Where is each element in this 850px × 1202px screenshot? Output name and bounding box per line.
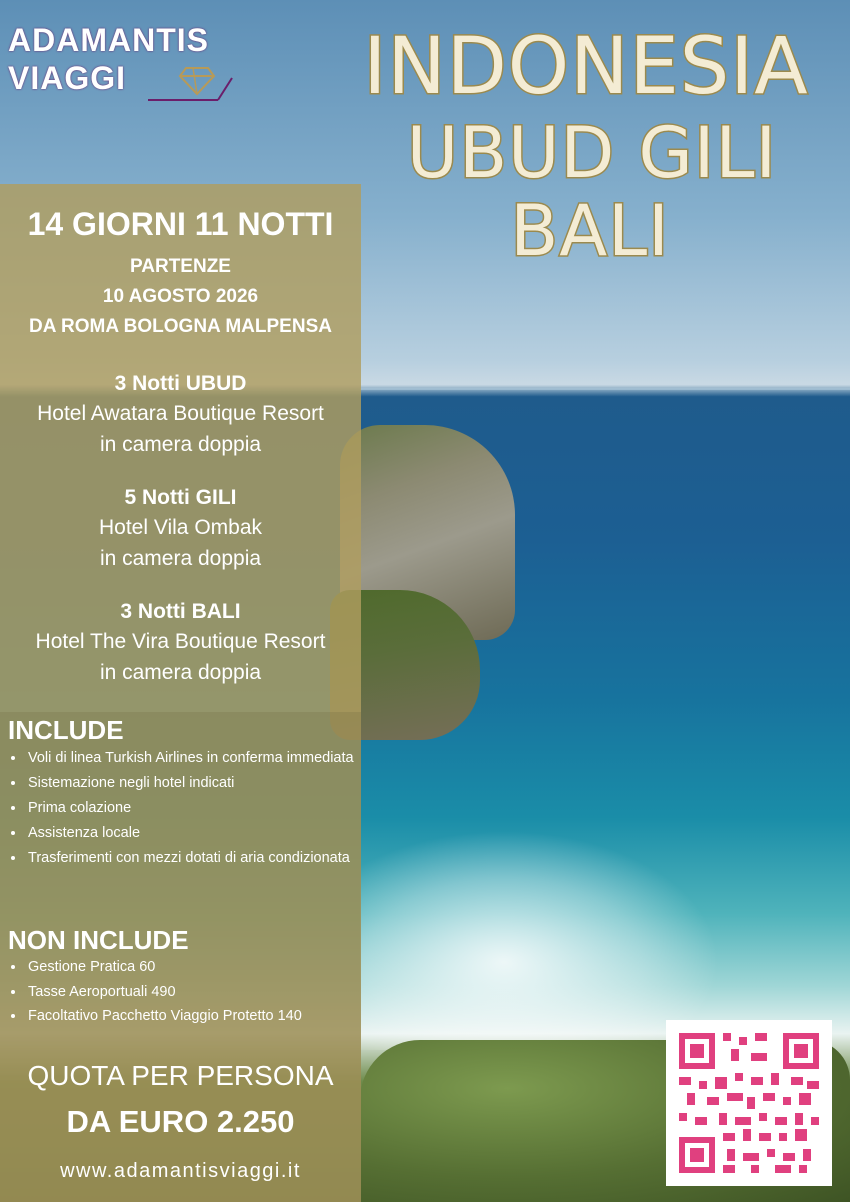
non-include-list xyxy=(8,955,361,1029)
title-indonesia: INDONESIA xyxy=(363,22,809,112)
stay-bali-room: in camera doppia xyxy=(99,661,262,684)
include-heading: INCLUDE xyxy=(8,715,124,745)
title-bali: BALI xyxy=(510,190,670,272)
website-link[interactable]: www.adamantisviaggi.it xyxy=(60,1160,301,1182)
departure-cities: DA ROMA BOLOGNA MALPENSA xyxy=(29,316,332,337)
trip-duration: 14 GIORNI 11 NOTTI xyxy=(27,206,334,242)
list-item: • Assistenza locale xyxy=(26,821,361,846)
title-ubud-gili: UBUD GILI xyxy=(406,112,778,194)
diamond-icon xyxy=(148,62,238,102)
list-item: • Trasferimenti con mezzi dotati di aria condizionata xyxy=(26,846,361,871)
list-item: • Prima colazione xyxy=(26,796,361,821)
departures-label: PARTENZE xyxy=(130,256,231,277)
list-item: • Sistemazione negli hotel indicati xyxy=(26,771,361,796)
stay-bali-hotel: Hotel The Vira Boutique Resort xyxy=(35,630,326,653)
price-value: DA EURO 2.250 xyxy=(66,1104,295,1139)
list-item: • Gestione Pratica 60 xyxy=(26,955,361,980)
list-item: • Voli di linea Turkish Airlines in conferma immediata xyxy=(26,746,361,771)
stay-gili-hotel: Hotel Vila Ombak xyxy=(98,516,263,539)
stay-gili-room: in camera doppia xyxy=(99,547,262,570)
include-list xyxy=(8,746,361,871)
qr-code-pattern xyxy=(679,1033,819,1173)
stay-ubud-hotel: Hotel Awatara Boutique Resort xyxy=(37,402,324,425)
price-label: QUOTA PER PERSONA xyxy=(27,1060,334,1091)
brand-logo[interactable] xyxy=(8,22,238,112)
non-include-heading: NON INCLUDE xyxy=(8,925,189,955)
list-item: • Facoltativo Pacchetto Viaggio Protetto 140 xyxy=(26,1004,361,1029)
logo-line-2: VIAGGI xyxy=(8,60,127,96)
stay-bali-title: 3 Notti BALI xyxy=(120,600,241,623)
stay-gili-title: 5 Notti GILI xyxy=(124,486,237,509)
list-item: • Tasse Aeroportuali 490 xyxy=(26,980,361,1005)
sea-horizon xyxy=(360,388,850,390)
ocean-surf xyxy=(360,830,720,1050)
qr-code[interactable] xyxy=(666,1020,832,1186)
stay-ubud-room: in camera doppia xyxy=(99,433,262,456)
stay-ubud-title: 3 Notti UBUD xyxy=(114,372,247,395)
logo-line-1: ADAMANTIS xyxy=(8,22,209,58)
departure-date: 10 AGOSTO 2026 xyxy=(102,286,259,307)
